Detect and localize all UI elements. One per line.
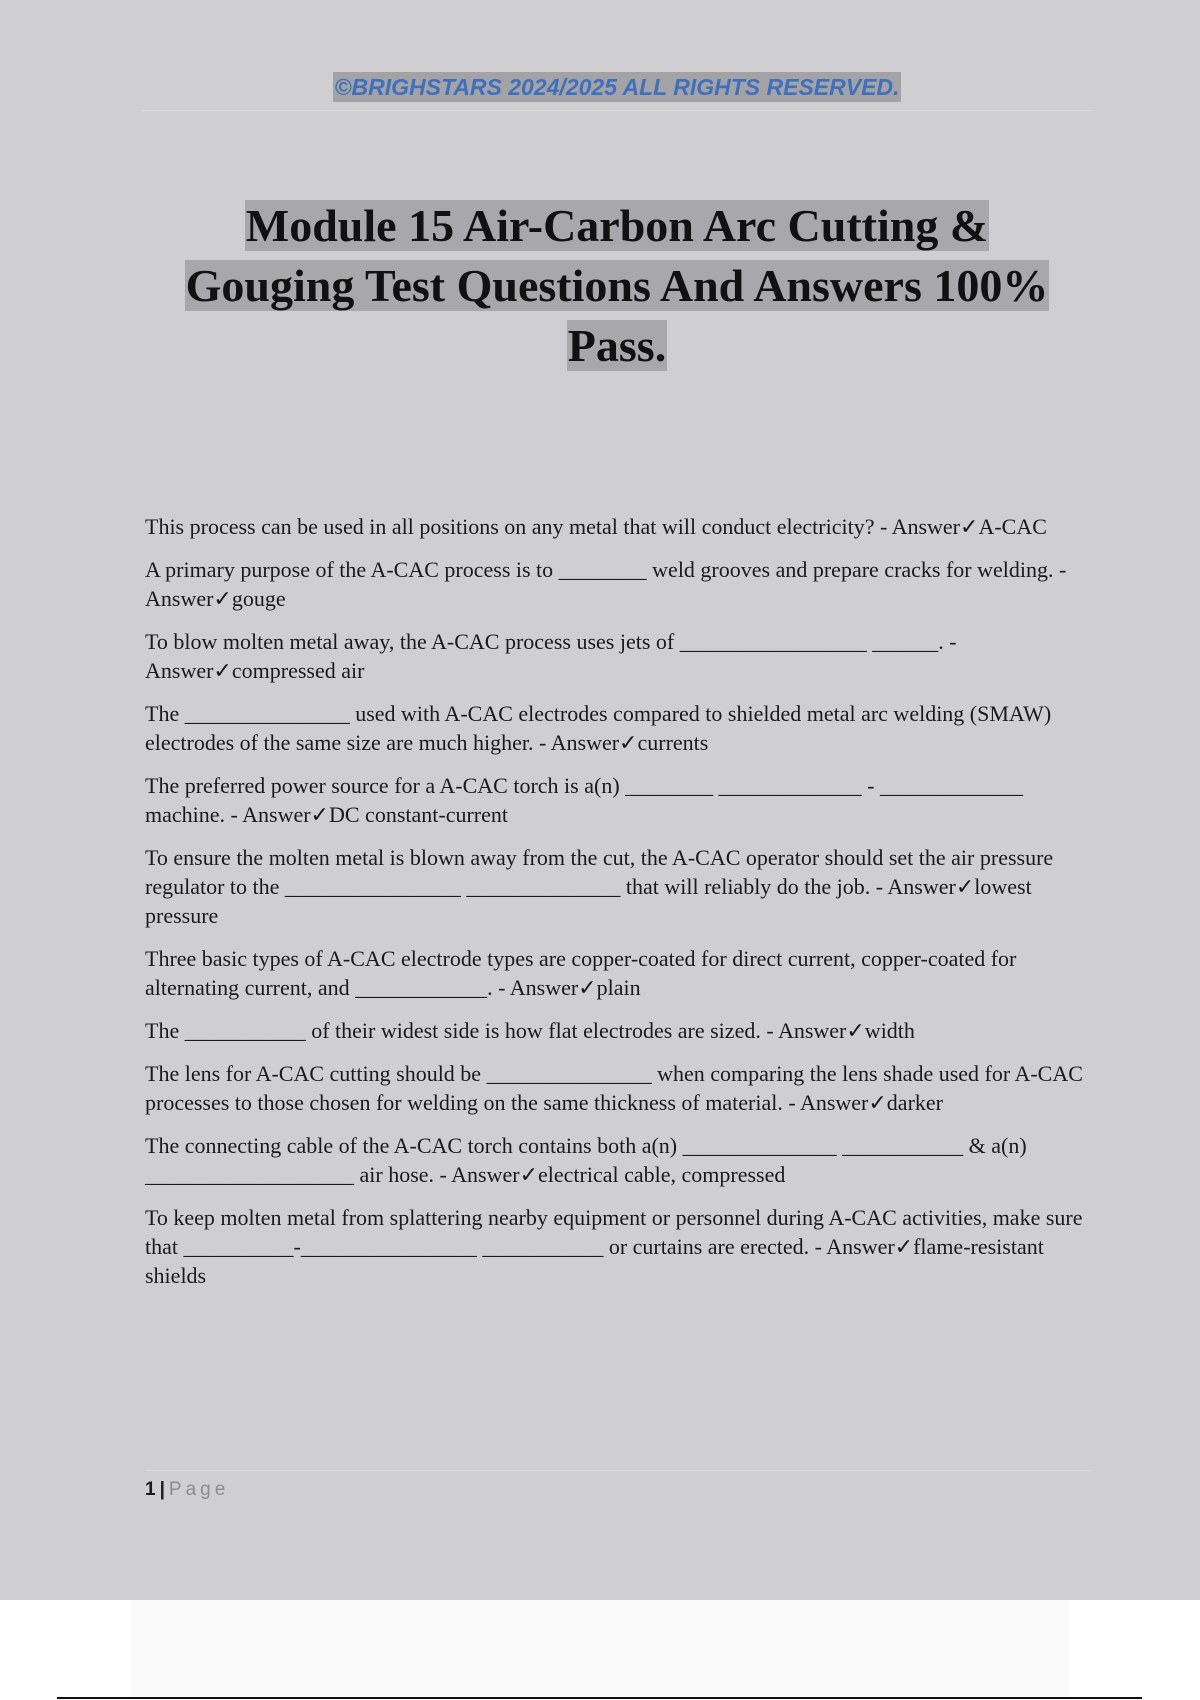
footer-separator: | [159, 1479, 165, 1500]
question-item: The lens for A-CAC cutting should be _______________ when comparing the lens shade used for A-CAC processes to those chosen for welding on the same thickness of material. - Answer✓darker [145, 1061, 1083, 1115]
title-line-3: Pass. [567, 320, 667, 371]
question-item: The _______________ used with A-CAC electrodes compared to shielded metal arc welding (SMAW) electrodes of the same size are much higher. - Answer✓currents [145, 701, 1052, 755]
question-item: To ensure the molten metal is blown away from the cut, the A-CAC operator should set the air pressure regulator to the ________________ ______________ that will reliably do the job. - Answer✓lowest pressure [145, 845, 1054, 928]
question-item: The connecting cable of the A-CAC torch contains both a(n) ______________ ___________ & a(n) ___________________ air hose. - Answer✓electrical cable, compressed [145, 1133, 1027, 1187]
copyright-notice: ©BRIGHSTARS 2024/2025 ALL RIGHTS RESERVED. [334, 74, 900, 100]
next-page-preview [130, 1600, 1070, 1700]
bottom-divider [57, 1697, 1142, 1699]
title-line-2: Gouging Test Questions And Answers 100% [185, 260, 1049, 311]
page-header [142, 60, 1092, 111]
question-item: The preferred power source for a A-CAC torch is a(n) ________ _____________ - _____________ machine. - Answer✓DC constant-current [145, 773, 1023, 827]
page-number: 1 [145, 1479, 156, 1500]
page-footer [145, 1470, 1091, 1501]
page-label: Page [168, 1479, 230, 1500]
question-item: To keep molten metal from splattering nearby equipment or personnel during A-CAC activities, make sure that __________-________________ ___________ or curtains are erected. - Answer✓flame-resistant shields [145, 1205, 1083, 1288]
question-item: A primary purpose of the A-CAC process is to ________ weld grooves and prepare cracks for welding. - Answer✓gouge [145, 557, 1067, 611]
question-item: Three basic types of A-CAC electrode types are copper-coated for direct current, copper-coated for alternating current, and ____________. - Answer✓plain [145, 946, 1017, 1000]
document-title [120, 196, 1114, 376]
title-line-1: Module 15 Air-Carbon Arc Cutting & [245, 200, 989, 251]
question-item: This process can be used in all positions on any metal that will conduct electricity? - Answer✓A-CAC [145, 514, 1047, 539]
question-item: To blow molten metal away, the A-CAC process uses jets of _________________ ______. - Answer✓compressed air [145, 629, 957, 683]
question-list [145, 512, 1090, 1304]
question-item: The ___________ of their widest side is how flat electrodes are sized. - Answer✓width [145, 1018, 915, 1043]
